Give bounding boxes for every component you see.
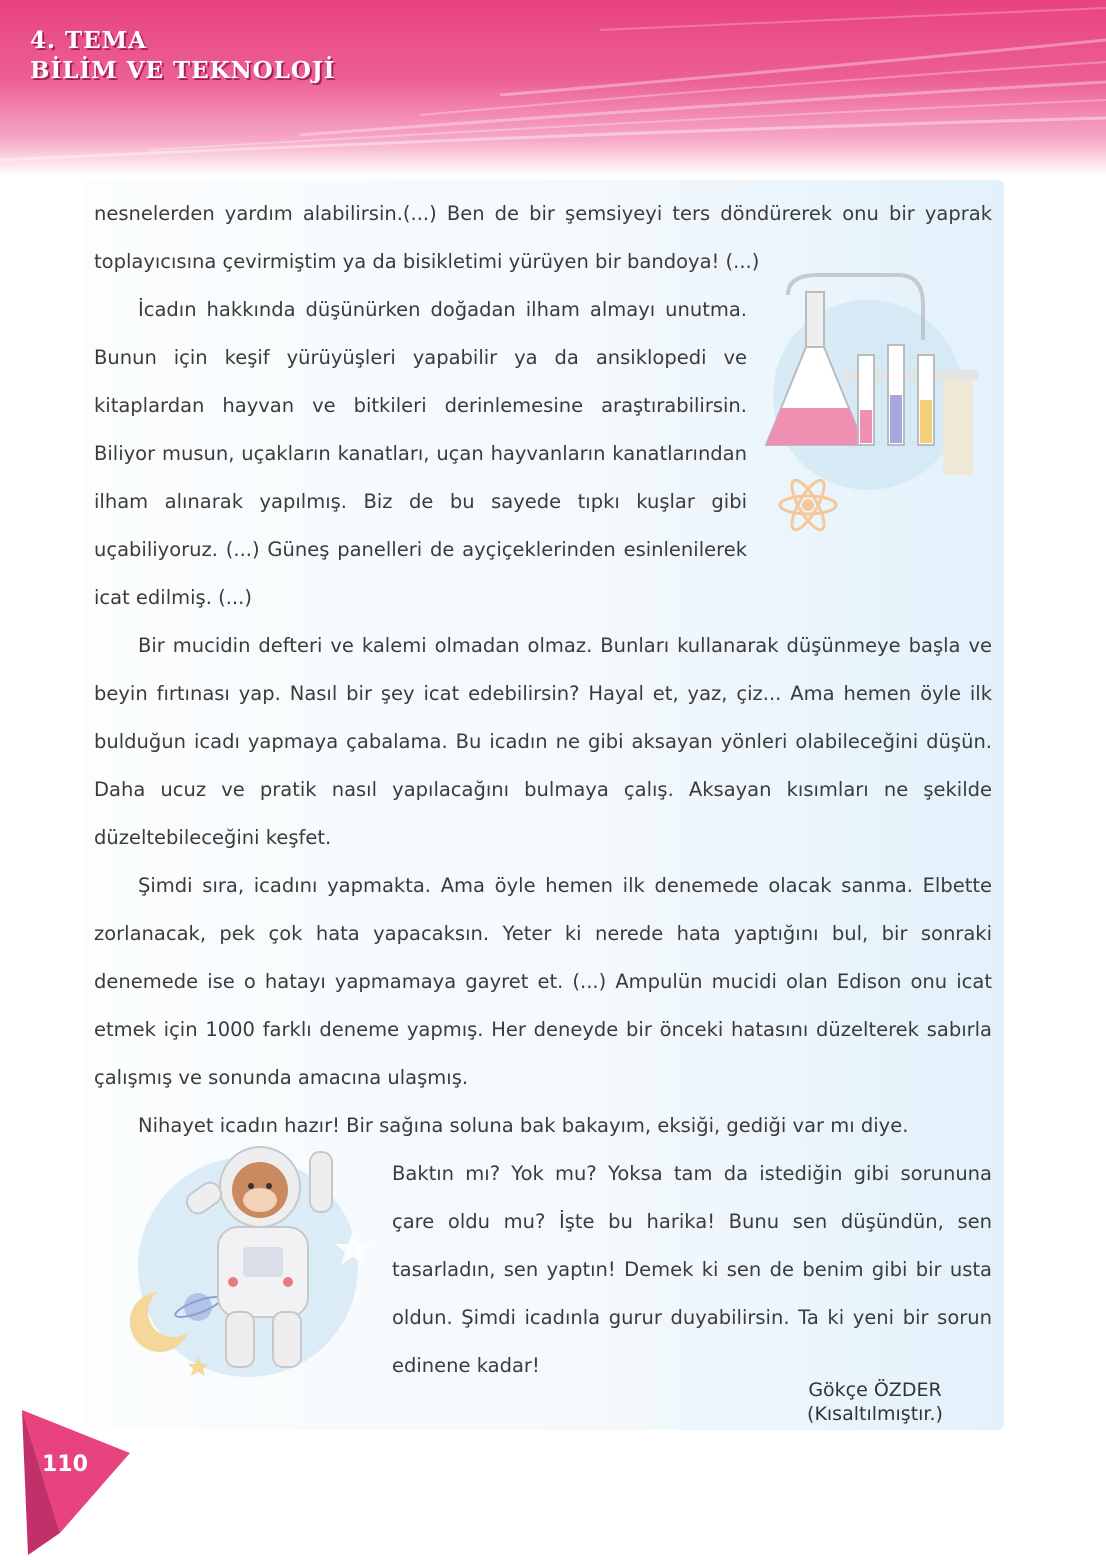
page-number: 110 bbox=[42, 1452, 88, 1477]
signature bbox=[770, 1378, 980, 1426]
theme-name: BİLİM VE TEKNOLOJİ bbox=[30, 57, 336, 84]
page-corner-triangle bbox=[0, 1405, 140, 1560]
paragraph-1: nesnelerden yardım alabilirsin.(...) Ben de bir şemsiyeyi ters döndürerek onu bir yaprak toplayıcısına çevirmiştim ya da bisikletimi yürüyen bir bandoya! (...) bbox=[94, 202, 992, 273]
author-name: Gökçe ÖZDER bbox=[808, 1379, 942, 1401]
theme-number: 4. TEMA bbox=[30, 27, 147, 54]
story-text bbox=[94, 190, 992, 1390]
astronaut-image-space bbox=[94, 1150, 392, 1390]
paragraph-4: Şimdi sıra, icadını yapmakta. Ama öyle hemen ilk denemede olacak sanma. Elbette zorlanacak, pek çok hata yapacaksın. Yeter ki nerede hata yaptığını bul, bir sonraki denemede ise o hatayı yapmamaya gayret et. (...) Ampulün mucidi olan Edison onu icat etmek için 1000 farklı deneme yapmış. Her deneyde bir önceki hatasını düzelterek sabırla çalışmış ve sonunda amacına ulaşmış. bbox=[94, 874, 992, 1089]
theme-title bbox=[30, 26, 336, 86]
paragraph-5: Nihayet icadın hazır! Bir sağına soluna bak bakayım, eksiği, gediği var mı diye. bbox=[138, 1114, 909, 1137]
paragraph-2: İcadın hakkında düşünürken doğadan ilham almayı unutma. Bunun için keşif yürüyüşleri yapabilir ya da ansiklopedi ve kitaplardan hayvan ve bitkileri derinlemesine araştırabilirsin. Biliyor musun, uçakların kanatları, uçan hayvanların kanatlarından ilham alınarak yapılmış. Biz de bu sayede tıpkı kuşlar gibi uçabiliyoruz. (...) Güneş panelleri de ayçiçeklerinden esinlenilerek icat edilmiş. (...) bbox=[94, 298, 747, 609]
paragraph-6: Baktın mı? Yok mu? Yoksa tam da istediğin gibi sorununa çare oldu mu? İşte bu harika! Bunu sen düşündün, sen tasarladın, sen yaptın! Demek ki sen de benim gibi bir usta oldun. Şimdi icadınla gurur duyabilirsin. Ta ki yeni bir sorun edinene kadar! bbox=[392, 1162, 992, 1377]
paragraph-3: Bir mucidin defteri ve kalemi olmadan olmaz. Bunları kullanarak düşünmeye başla ve beyin fırtınası yap. Nasıl bir şey icat edebilirsin? Hayal et, yaz, çiz... Ama hemen öyle ilk bulduğun icadı yapmaya çabalama. Bu icadın ne gibi aksayan yönleri olabileceğini düşün. Daha ucuz ve pratik nasıl yapılacağını bulmaya çalış. Aksayan kısımları ne şekilde düzeltebileceğini keşfet. bbox=[94, 634, 992, 849]
header-banner bbox=[0, 0, 1106, 175]
laboratory-image-space bbox=[747, 290, 992, 540]
abridged-note: (Kısaltılmıştır.) bbox=[807, 1403, 943, 1425]
